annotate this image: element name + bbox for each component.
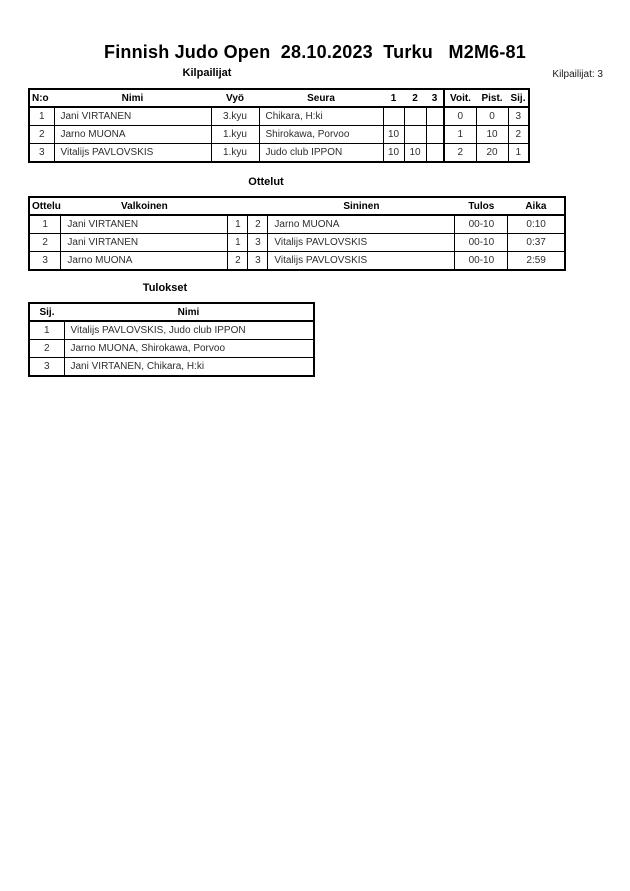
cell-wins: 1 <box>444 126 476 144</box>
table-row <box>29 340 314 358</box>
col-header-wins: Voit. <box>444 89 476 107</box>
cell-white-name: Jani VIRTANEN <box>61 234 228 252</box>
cell-place: 3 <box>29 358 64 377</box>
table-header-row <box>29 303 314 321</box>
col-header-points: Pist. <box>476 89 508 107</box>
cell-blue-no: 3 <box>248 234 268 252</box>
col-header-place: Sij. <box>508 89 529 107</box>
col-header-no: N:o <box>29 89 54 107</box>
cell-place: 1 <box>508 144 529 163</box>
cell-club: Shirokawa, Porvoo <box>259 126 383 144</box>
col-header-white: Valkoinen <box>61 197 228 215</box>
table-row <box>29 215 565 234</box>
cell-no: 2 <box>29 126 54 144</box>
results-heading: Tulokset <box>142 282 188 294</box>
cell-match-no: 3 <box>29 252 61 271</box>
cell-wins: 0 <box>444 107 476 126</box>
cell-match1: 10 <box>383 126 404 144</box>
competitors-count-label: Kilpailijat: 3 <box>552 69 603 80</box>
cell-match2: 10 <box>404 144 426 163</box>
competitors-table <box>28 88 530 163</box>
cell-time: 2:59 <box>508 252 565 271</box>
cell-club: Judo club IPPON <box>259 144 383 163</box>
cell-wins: 2 <box>444 144 476 163</box>
competitors-heading: Kilpailijat <box>182 67 232 79</box>
table-row <box>29 126 529 144</box>
col-header-blue: Sininen <box>268 197 455 215</box>
cell-blue-name: Jarno MUONA <box>268 215 455 234</box>
cell-points: 0 <box>476 107 508 126</box>
cell-match1: 10 <box>383 144 404 163</box>
cell-blue-no: 2 <box>248 215 268 234</box>
table-header-row <box>29 89 529 107</box>
col-header-blue-no <box>248 197 268 215</box>
col-header-match1: 1 <box>383 89 404 107</box>
cell-belt: 1.kyu <box>211 144 259 163</box>
cell-belt: 1.kyu <box>211 126 259 144</box>
table-row <box>29 234 565 252</box>
table-row <box>29 252 565 271</box>
matches-table <box>28 196 566 271</box>
cell-place: 3 <box>508 107 529 126</box>
cell-white-no: 2 <box>228 252 248 271</box>
cell-blue-name: Vitalijs PAVLOVSKIS <box>268 234 455 252</box>
cell-name: Jani VIRTANEN, Chikara, H:ki <box>64 358 314 377</box>
cell-name: Vitalijs PAVLOVSKIS, Judo club IPPON <box>64 321 314 340</box>
col-header-white-no <box>228 197 248 215</box>
cell-match3 <box>426 107 444 126</box>
results-table-head <box>29 303 314 321</box>
cell-match3 <box>426 144 444 163</box>
cell-name: Jarno MUONA <box>54 126 211 144</box>
col-header-time: Aika <box>508 197 565 215</box>
cell-time: 0:37 <box>508 234 565 252</box>
cell-no: 1 <box>29 107 54 126</box>
cell-result: 00-10 <box>455 252 508 271</box>
table-header-row <box>29 197 565 215</box>
results-table-body <box>29 321 314 376</box>
cell-blue-name: Vitalijs PAVLOVSKIS <box>268 252 455 271</box>
competitors-table-body <box>29 107 529 162</box>
col-header-match2: 2 <box>404 89 426 107</box>
col-header-belt: Vyö <box>211 89 259 107</box>
cell-match2 <box>404 107 426 126</box>
cell-name: Jani VIRTANEN <box>54 107 211 126</box>
cell-white-no: 1 <box>228 234 248 252</box>
cell-place: 2 <box>29 340 64 358</box>
col-header-match3: 3 <box>426 89 444 107</box>
cell-result: 00-10 <box>455 215 508 234</box>
page-title: Finnish Judo Open 28.10.2023 Turku M2M6-81 <box>104 42 526 62</box>
matches-heading: Ottelut <box>248 176 284 188</box>
cell-match2 <box>404 126 426 144</box>
cell-place: 2 <box>508 126 529 144</box>
col-header-club: Seura <box>259 89 383 107</box>
cell-white-name: Jani VIRTANEN <box>61 215 228 234</box>
cell-points: 20 <box>476 144 508 163</box>
col-header-result: Tulos <box>455 197 508 215</box>
cell-no: 3 <box>29 144 54 163</box>
matches-table-head <box>29 197 565 215</box>
table-row <box>29 144 529 163</box>
cell-white-name: Jarno MUONA <box>61 252 228 271</box>
cell-club: Chikara, H:ki <box>259 107 383 126</box>
cell-result: 00-10 <box>455 234 508 252</box>
col-header-name: Nimi <box>64 303 314 321</box>
cell-points: 10 <box>476 126 508 144</box>
cell-match-no: 2 <box>29 234 61 252</box>
cell-white-no: 1 <box>228 215 248 234</box>
cell-blue-no: 3 <box>248 252 268 271</box>
table-row <box>29 107 529 126</box>
competitors-table-head <box>29 89 529 107</box>
cell-time: 0:10 <box>508 215 565 234</box>
cell-belt: 3.kyu <box>211 107 259 126</box>
cell-match-no: 1 <box>29 215 61 234</box>
col-header-match-no: Ottelu <box>29 197 61 215</box>
col-header-place: Sij. <box>29 303 64 321</box>
table-row <box>29 358 314 377</box>
matches-table-body <box>29 215 565 270</box>
cell-name: Jarno MUONA, Shirokawa, Porvoo <box>64 340 314 358</box>
col-header-name: Nimi <box>54 89 211 107</box>
results-table <box>28 302 315 377</box>
table-row <box>29 321 314 340</box>
cell-match1 <box>383 107 404 126</box>
cell-match3 <box>426 126 444 144</box>
cell-place: 1 <box>29 321 64 340</box>
cell-name: Vitalijs PAVLOVSKIS <box>54 144 211 163</box>
